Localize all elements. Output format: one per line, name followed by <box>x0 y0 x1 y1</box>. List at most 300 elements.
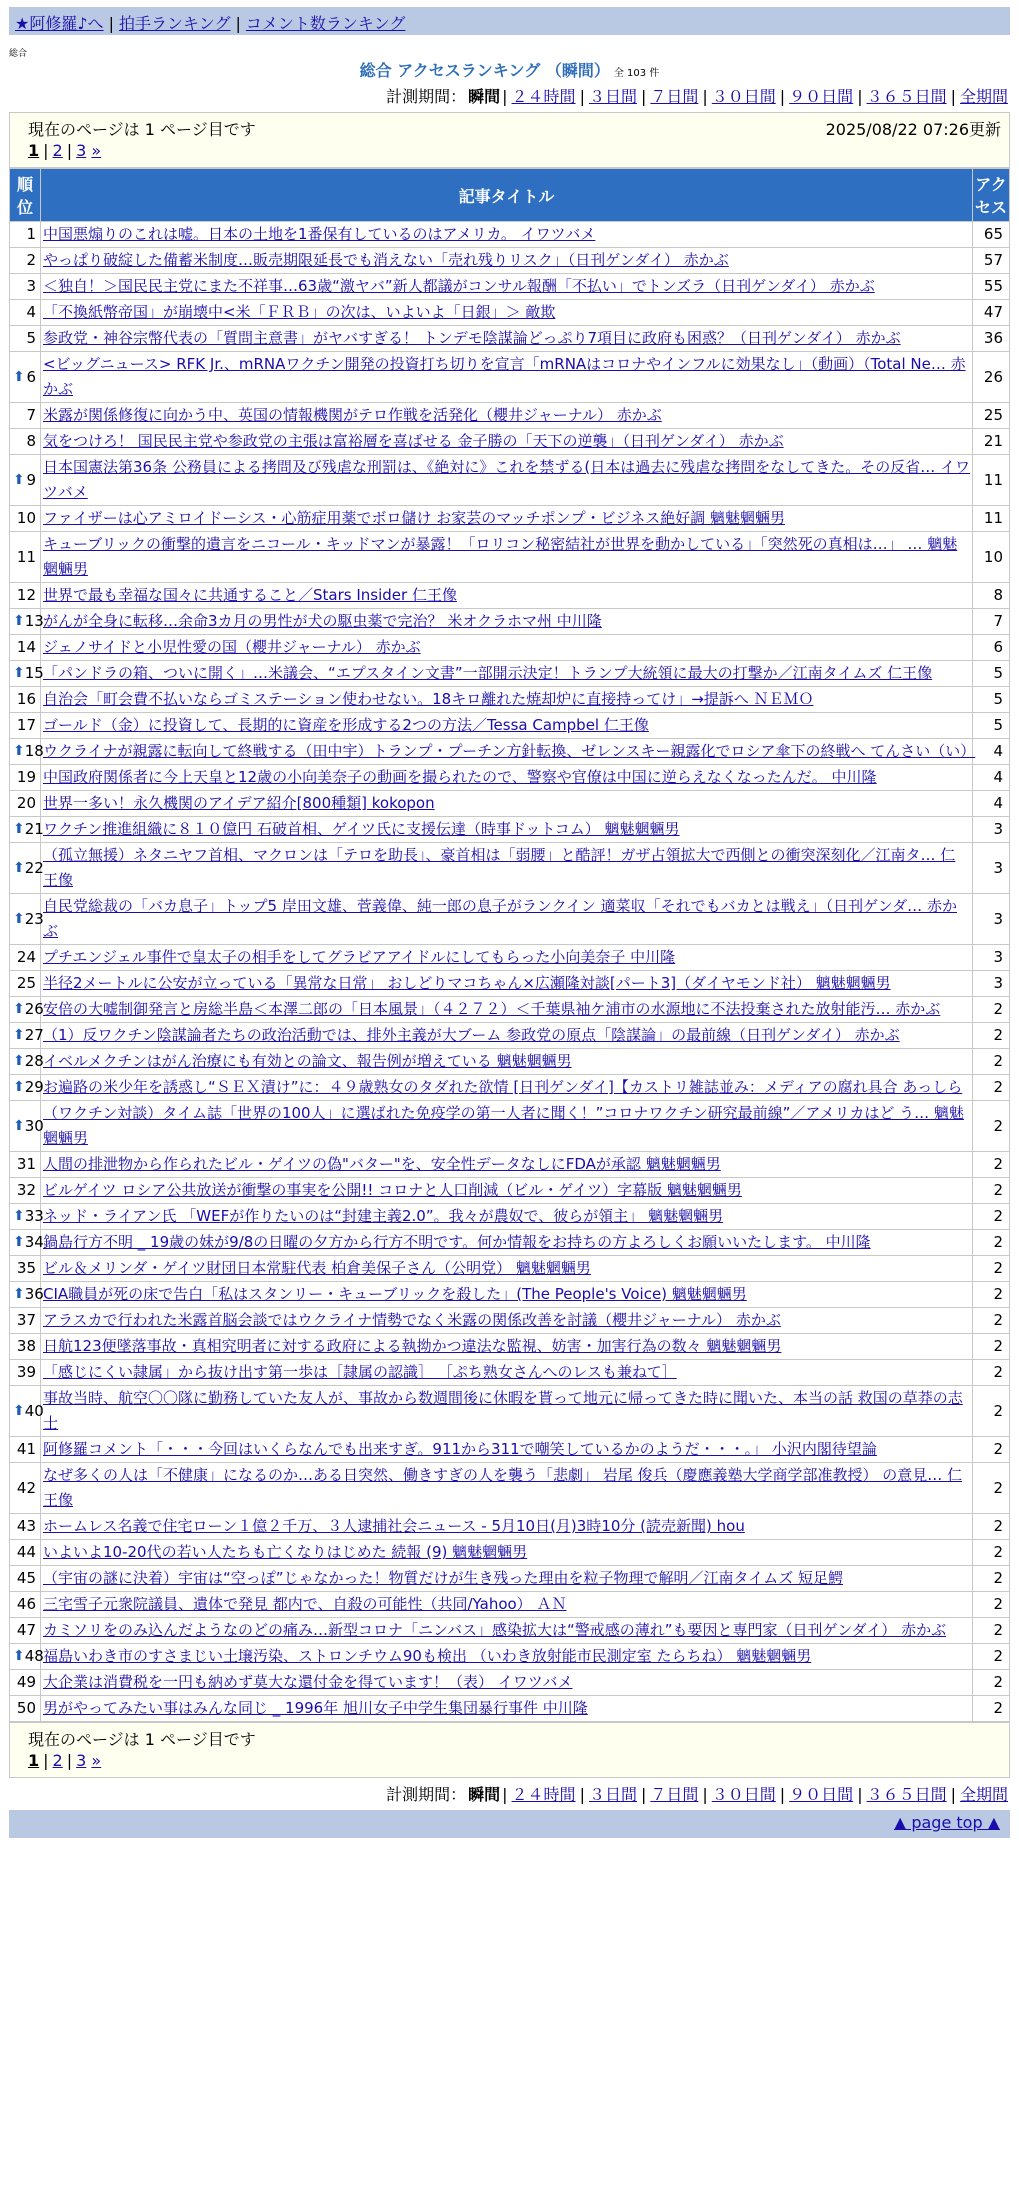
table-row <box>10 1204 1010 1230</box>
article-link[interactable]: 世界一多い！永久機関のアイデア紹介[800種類] kokopon <box>43 794 435 812</box>
access-count: 2 <box>973 1101 1010 1152</box>
title-cell <box>41 222 973 248</box>
table-row <box>10 274 1010 300</box>
table-row <box>10 1178 1010 1204</box>
rank-cell <box>10 635 41 661</box>
page-next-link[interactable]: » <box>91 1751 102 1770</box>
rank-cell <box>10 1023 44 1049</box>
title-cell <box>41 352 973 403</box>
page-current: 1 <box>28 141 40 160</box>
rank-number: 21 <box>24 820 44 838</box>
period-selector-bottom <box>386 1782 1010 1805</box>
rank-cell <box>10 945 41 971</box>
home-link[interactable]: ★阿修羅♪へ <box>15 14 104 33</box>
rank-number: 49 <box>16 1673 36 1691</box>
article-link[interactable]: キューブリックの衝撃的遺言をニコール・キッドマンが暴露！「ロリコン秘密結社が世界を動かしている」「突然死の真相は…」 … 魑魅魍魎男 <box>43 535 958 578</box>
rank-number: 39 <box>16 1363 36 1381</box>
title-cell <box>41 1282 973 1308</box>
article-link[interactable]: 参政党・神谷宗幣代表の「質問主意書」がヤバすぎる！ トンデモ陰謀論どっぷり7項目に政府も困惑？（日刊ゲンダイ） 赤かぶ <box>43 329 901 347</box>
table-row <box>10 1023 1010 1049</box>
article-link[interactable]: いよいよ10-20代の若い人たちも亡くなりはじめた 続報 (9) 魑魅魍魎男 <box>43 1543 528 1561</box>
table-header-row <box>10 169 1010 222</box>
nav-separator: | <box>235 14 241 33</box>
table-row <box>10 300 1010 326</box>
access-count: 10 <box>973 532 1010 583</box>
rank-cell <box>10 506 41 532</box>
article-link[interactable]: ファイザーは心アミロイドーシス・心筋症用薬でボロ儲け お家芸のマッチポンプ・ビジネス絶好調 魑魅魍魎男 <box>43 509 785 527</box>
table-row <box>10 506 1010 532</box>
separator: | <box>857 1785 863 1804</box>
separator: | <box>66 1751 73 1770</box>
rank-number: 23 <box>24 909 44 928</box>
title-cell <box>41 1540 973 1566</box>
access-count: 2 <box>973 1670 1010 1696</box>
separator: | <box>579 1785 585 1804</box>
title-cell <box>41 971 973 997</box>
rank-cell <box>10 1178 41 1204</box>
access-count: 2 <box>973 1592 1010 1618</box>
article-link[interactable]: 日航123便墜落事故・真相究明者に対する政府による執拗かつ違法な監視、妨害・加害行為の数々 魑魅魍魎男 <box>43 1337 782 1355</box>
up-arrow-icon: ⬆ <box>13 1079 25 1095</box>
article-link[interactable]: ワクチン推進組織に８１０億円 石破首相、ゲイツ氏に支援伝達（時事ドットコム） 魑魅魍魎男 <box>43 820 680 838</box>
article-link[interactable]: 福島いわき市のすさまじい土壌汚染、ストロンチウム90も検出 （いわき放射能市民測定室 たらちね） 魑魅魍魎男 <box>43 1647 812 1665</box>
title-cell <box>41 1256 973 1282</box>
rank-number: 6 <box>26 367 36 386</box>
table-row <box>10 222 1010 248</box>
article-link[interactable]: イベルメクチンはがん治療にも有効との論文、報告例が増えている 魑魅魍魎男 <box>43 1052 572 1070</box>
access-count: 26 <box>973 352 1010 403</box>
rank-cell <box>10 687 41 713</box>
period-link-6[interactable]: 全期間 <box>959 1785 1008 1804</box>
article-link[interactable]: ゴールド（金）に投資して、長期的に資産を形成する2つの方法／Tessa Campbel 仁王像 <box>43 716 649 734</box>
rank-number: 31 <box>16 1155 36 1173</box>
title-cell <box>41 1437 973 1463</box>
separator: | <box>640 1785 647 1804</box>
title-cell <box>41 455 973 506</box>
title-cell <box>41 1670 973 1696</box>
page-info-text: 現在のページは 1 ページ目です <box>28 120 256 139</box>
article-link[interactable]: 事故当時、航空〇〇隊に勤務していた友人が、事故から数週間後に休暇を貰って地元に帰ってきた時に聞いた、本当の話 救国の草莽の志士 <box>43 1389 963 1432</box>
access-count: 5 <box>973 661 1010 687</box>
access-count: 2 <box>973 1230 1010 1256</box>
rank-number: 29 <box>24 1078 44 1096</box>
period-link-1[interactable]: ３日間 <box>588 87 637 106</box>
article-link[interactable]: 気をつけろ！ 国民民主党や参政党の主張は富裕層を喜ばせる 金子勝の「天下の逆襲」（日刊ゲンダイ） 赤かぶ <box>43 432 784 450</box>
rank-number: 47 <box>16 1621 36 1639</box>
up-arrow-icon: ⬆ <box>13 613 25 629</box>
rank-number: 9 <box>26 470 36 489</box>
period-label: 計測期間： <box>386 1785 467 1804</box>
page-link-2[interactable]: 2 <box>52 1751 63 1770</box>
article-link[interactable]: プチエンジェル事件で皇太子の相手をしてグラビアアイドルにしてもらった小向美奈子 中川隆 <box>43 948 676 966</box>
title-cell <box>41 1023 973 1049</box>
page-info-text: 現在のページは 1 ページ目です <box>28 1730 256 1749</box>
table-row <box>10 1075 1010 1101</box>
rank-number: 24 <box>16 948 36 966</box>
title-cell <box>41 1178 973 1204</box>
title-cell <box>41 1152 973 1178</box>
article-link[interactable]: がんが全身に転移…余命3カ月の男性が犬の駆虫薬で完治？ 米オクラホマ州 中川隆 <box>43 612 602 630</box>
article-link[interactable]: （ワクチン対談）タイム誌「世界の100人」に選ばれた免疫学の第一人者に聞く！”コロナワクチン研究最前線”／アメリカはど う… 魑魅魍魎男 <box>43 1104 964 1147</box>
table-row <box>10 635 1010 661</box>
rank-cell <box>10 1282 44 1308</box>
table-row <box>10 1256 1010 1282</box>
up-arrow-icon: ⬆ <box>13 859 25 876</box>
access-count: 55 <box>973 274 1010 300</box>
title-cell <box>41 1049 973 1075</box>
article-link[interactable]: 鍋島行方不明 _ 19歳の妹が9/8の日曜の夕方から行方不明です。何か情報をお持ちの方よろしくお願いいたします。 中川隆 <box>43 1233 871 1251</box>
title-cell <box>41 326 973 352</box>
article-link[interactable]: アラスカで行われた米露首脳会談ではウクライナ情勢でなく米露の関係改善を討議（櫻井ジャーナル） 赤かぶ <box>43 1311 781 1329</box>
table-row <box>10 1334 1010 1360</box>
article-link[interactable]: CIA職員が死の床で告白「私はスタンリー・キューブリックを殺した」(The People's Voice) 魑魅魍魎男 <box>43 1285 747 1303</box>
title-cell <box>41 1360 973 1386</box>
separator: | <box>502 87 508 106</box>
table-row <box>10 583 1010 609</box>
article-link[interactable]: （1）反ワクチン陰謀論者たちの政治活動では、排外主義が大ブーム 参政党の原点「陰謀論」の最前線（日刊ゲンダイ） 赤かぶ <box>43 1026 900 1044</box>
table-row <box>10 1514 1010 1540</box>
rank-cell <box>10 997 44 1023</box>
rank-cell <box>10 1514 41 1540</box>
rank-number: 10 <box>16 509 36 527</box>
footer-bar <box>9 1810 1010 1838</box>
article-link[interactable]: お遍路の米少年を誘惑し“ＳＥＸ漬け”に：４９歳熟女のタダれた欲情 [日刊ゲンダイ]【カストリ雑誌並み：メディアの腐れ具合 あっしら <box>43 1078 963 1096</box>
rank-cell <box>10 1204 44 1230</box>
rank-cell <box>10 1592 41 1618</box>
article-link[interactable]: （孤立無援）ネタニヤフ首相、マクロンは「テロを助長」、豪首相は「弱腰」と酷評！ガザ占領拡大で西側との衝突深刻化／江南タ… 仁王像 <box>43 846 956 889</box>
rank-number: 45 <box>16 1569 36 1587</box>
title-cell <box>41 997 973 1023</box>
period-link-5[interactable]: ３６５日間 <box>866 87 947 106</box>
rank-number: 20 <box>16 794 36 812</box>
rank-cell <box>10 765 41 791</box>
rank-cell <box>10 1386 44 1437</box>
period-link-6[interactable]: 全期間 <box>959 87 1008 106</box>
rank-cell <box>10 971 41 997</box>
access-count: 3 <box>973 971 1010 997</box>
access-count: 11 <box>973 506 1010 532</box>
rank-number: 13 <box>24 612 44 630</box>
rank-number: 14 <box>16 638 36 656</box>
access-count: 36 <box>973 326 1010 352</box>
rank-cell <box>10 1618 41 1644</box>
access-count: 4 <box>973 765 1010 791</box>
rank-number: 1 <box>26 225 36 243</box>
article-link[interactable]: 男がやってみたい事はみんな同じ _ 1996年 旭川女子中学生集団暴行事件 中川隆 <box>43 1699 588 1717</box>
title-cell <box>41 1566 973 1592</box>
up-arrow-icon: ⬆ <box>13 1053 25 1069</box>
rank-cell <box>10 1644 44 1670</box>
rank-cell <box>10 403 41 429</box>
article-link[interactable]: 世界で最も幸福な国々に共通すること／Stars Insider 仁王像 <box>43 586 457 604</box>
table-row <box>10 997 1010 1023</box>
table-row <box>10 713 1010 739</box>
period-link-0[interactable]: ２４時間 <box>511 87 576 106</box>
separator: | <box>66 141 73 160</box>
updated-timestamp: 2025/08/22 07:26更新 <box>825 120 1001 139</box>
article-link[interactable]: 米露が関係修復に向かう中、英国の情報機関がテロ作戦を活発化（櫻井ジャーナル） 赤かぶ <box>43 406 662 424</box>
separator: | <box>702 1785 708 1804</box>
access-count: 5 <box>973 713 1010 739</box>
access-count: 25 <box>973 403 1010 429</box>
article-link[interactable]: ビル＆メリンダ・ゲイツ財団日本常駐代表 柏倉美保子さん（公明党） 魑魅魍魎男 <box>43 1259 591 1277</box>
title-cell <box>41 248 973 274</box>
up-arrow-icon: ⬆ <box>13 910 25 927</box>
up-arrow-icon: ⬆ <box>13 743 25 759</box>
separator: | <box>857 87 863 106</box>
table-row <box>10 1386 1010 1437</box>
rank-number: 44 <box>16 1543 36 1561</box>
article-link[interactable]: 自治会「町会費不払いならゴミステーション使わせない。18キロ離れた焼却炉に直接持ってけ」→提訴へ ＮＥＭＯ <box>43 690 814 708</box>
access-count: 2 <box>973 1360 1010 1386</box>
rank-cell <box>10 894 44 945</box>
access-count: 21 <box>973 429 1010 455</box>
access-count: 47 <box>973 300 1010 326</box>
title-cell <box>41 609 973 635</box>
rank-cell <box>10 1437 41 1463</box>
rank-number: 2 <box>26 251 36 269</box>
rank-cell <box>10 352 41 403</box>
title-cell <box>41 1592 973 1618</box>
comment-ranking-link[interactable]: コメント数ランキング <box>245 14 406 33</box>
table-row <box>10 1644 1010 1670</box>
access-count: 2 <box>973 1152 1010 1178</box>
rank-number: 46 <box>16 1595 36 1613</box>
table-row <box>10 791 1010 817</box>
column-header-title: 記事タイトル <box>41 169 973 222</box>
period-link-4[interactable]: ９０日間 <box>789 87 854 106</box>
page-info-bottom <box>9 1722 1010 1778</box>
up-arrow-icon: ⬆ <box>13 1027 25 1043</box>
article-link[interactable]: 自民党総裁の「バカ息子」トップ5 岸田文雄、菅義偉、純一郎の息子がランクイン 適菜収「それでもバカとは戦え」（日刊ゲンダ… 赤かぶ <box>43 897 957 940</box>
access-count: 2 <box>973 1386 1010 1437</box>
column-header-access: アクセス <box>973 169 1010 222</box>
table-row <box>10 248 1010 274</box>
article-link[interactable]: 安倍の大嘘制御発言と房総半島＜本澤二郎の「日本風景」（４２７２）＜千葉県袖ケ浦市の水源地に不法投棄された放射能汚… 赤かぶ <box>43 1000 941 1018</box>
rank-number: 25 <box>16 974 36 992</box>
access-count: 3 <box>973 843 1010 894</box>
rank-cell <box>10 1360 41 1386</box>
article-link[interactable]: 半径2メートルに公安が立っている「異常な日常」 おしどりマコちゃん×広瀬隆対談[パート3]（ダイヤモンド社） 魑魅魍魎男 <box>43 974 891 992</box>
rank-number: 11 <box>16 547 36 566</box>
rank-cell <box>10 739 44 765</box>
rank-cell <box>10 609 44 635</box>
article-link[interactable]: 中国悪煽りのこれは嘘。日本の土地を1番保有しているのはアメリカ。 イワツバメ <box>43 225 596 243</box>
rank-number: 50 <box>16 1699 36 1717</box>
rank-cell <box>10 455 41 506</box>
table-row <box>10 532 1010 583</box>
article-link[interactable]: ジェノサイドと小児性愛の国（櫻井ジャーナル） 赤かぶ <box>43 638 421 656</box>
article-link[interactable]: 大企業は消費税を一円も納めず莫大な還付金を得ています！（表） イワツバメ <box>43 1673 573 1691</box>
article-link[interactable]: 日本国憲法第36条 公務員による拷問及び残虐な刑罰は、《絶対に》これを禁ずる(日本は過去に残虐な拷問をなしてきた。その反省… イワツバメ <box>43 458 970 501</box>
period-selector-top <box>386 84 1010 107</box>
period-link-1[interactable]: ３日間 <box>588 1785 637 1804</box>
rank-cell <box>10 1566 41 1592</box>
title-cell <box>41 687 973 713</box>
rank-cell <box>10 1075 44 1101</box>
article-link[interactable]: （宇宙の謎に決着）宇宙は“空っぽ”じゃなかった！物質だけが生き残った理由を粒子物理で解明／江南タイムズ 短足鰐 <box>43 1569 844 1587</box>
rank-number: 36 <box>24 1285 44 1303</box>
article-link[interactable]: 「不換紙幣帝国」が崩壊中<米「ＦＲＢ」の次は、いよいよ「日銀」＞ 敵欺 <box>43 303 556 321</box>
article-link[interactable]: 阿修羅コメント「・・・今回はいくらなんでも出来すぎ。911から311で嘲笑しているかのようだ・・・。」 小沢内閣待望論 <box>43 1440 877 1458</box>
article-link[interactable]: カミソリをのみ込んだようなのどの痛み…新型コロナ「ニンバス」感染拡大は“警戒感の薄れ”も要因と専門家（日刊ゲンダイ） 赤かぶ <box>43 1621 947 1639</box>
title-cell <box>41 843 973 894</box>
table-row <box>10 1101 1010 1152</box>
title-cell <box>41 791 973 817</box>
rank-cell <box>10 1334 41 1360</box>
rank-number: 43 <box>16 1517 36 1535</box>
table-row <box>10 1437 1010 1463</box>
rank-cell <box>10 1670 41 1696</box>
table-row <box>10 1360 1010 1386</box>
rank-cell <box>10 1230 44 1256</box>
rank-number: 34 <box>24 1233 44 1251</box>
rank-cell <box>10 843 44 894</box>
table-row <box>10 1670 1010 1696</box>
table-row <box>10 894 1010 945</box>
table-row <box>10 1152 1010 1178</box>
table-row <box>10 1308 1010 1334</box>
article-link[interactable]: 中国政府関係者に今上天皇と12歳の小向美奈子の動画を撮られたので、警察や官僚は中国に逆らえなくなったんだ。 中川隆 <box>43 768 877 786</box>
rank-cell <box>10 326 41 352</box>
up-arrow-icon: ⬆ <box>13 1001 25 1017</box>
rank-number: 12 <box>16 586 36 604</box>
period-current: 瞬間 <box>468 87 501 106</box>
access-count: 2 <box>973 1282 1010 1308</box>
period-link-2[interactable]: ７日間 <box>650 87 699 106</box>
access-count: 2 <box>973 1204 1010 1230</box>
rank-number: 22 <box>24 858 44 877</box>
up-arrow-icon: ⬆ <box>13 1648 25 1664</box>
table-row <box>10 817 1010 843</box>
access-count: 2 <box>973 997 1010 1023</box>
access-count: 2 <box>973 1023 1010 1049</box>
article-link[interactable]: ウクライナが親露に転向して終戦する（田中宇）トランプ・プーチン方針転換、ゼレンスキー親露化でロシア傘下の終戦へ てんさい（い） <box>43 742 976 760</box>
title-cell <box>41 1101 973 1152</box>
article-link[interactable]: ネッド・ライアン氏 「WEFが作りたいのは“封建主義2.0”。我々が農奴で、彼らが領主」 魑魅魍魎男 <box>43 1207 724 1225</box>
separator: | <box>43 141 49 160</box>
title-cell <box>41 739 976 765</box>
table-row <box>10 403 1010 429</box>
rank-cell <box>10 1101 44 1152</box>
title-cell <box>41 583 973 609</box>
article-link[interactable]: <ビッグニュース> RFK Jr.、mRNAワクチン開発の投資打ち切りを宣言「mRNAはコロナやインフルに効果なし」（動画）（Total Ne… 赤かぶ <box>43 355 966 398</box>
rank-cell <box>10 661 44 687</box>
rank-number: 41 <box>16 1440 36 1458</box>
page-current: 1 <box>28 1751 40 1770</box>
separator: | <box>502 1785 508 1804</box>
title-cell <box>41 1618 973 1644</box>
title-cell <box>41 817 973 843</box>
top-nav-bar <box>9 7 1010 35</box>
separator: | <box>579 87 585 106</box>
article-link[interactable]: なぜ多くの人は「不健康」になるのか…ある日突然、働きすぎの人を襲う「悲劇」 岩尾 俊兵（慶應義塾大学商学部准教授） の意見… 仁王像 <box>43 1466 963 1509</box>
access-count: 3 <box>973 894 1010 945</box>
period-link-4[interactable]: ９０日間 <box>789 1785 854 1804</box>
rank-number: 8 <box>26 432 36 450</box>
page-next-link[interactable]: » <box>91 141 102 160</box>
article-link[interactable]: ホームレス名義で住宅ローン１億２千万、３人逮捕社会ニュース - 5月10日(月)3時10分 (読売新聞) hou <box>43 1517 745 1535</box>
access-count: 2 <box>973 1644 1010 1670</box>
table-row <box>10 1049 1010 1075</box>
rank-number: 5 <box>26 329 36 347</box>
page-link-3[interactable]: 3 <box>76 1751 87 1770</box>
rank-number: 38 <box>16 1337 36 1355</box>
separator: | <box>779 87 786 106</box>
up-arrow-icon: ⬆ <box>13 1402 25 1419</box>
up-arrow-icon: ⬆ <box>13 1208 25 1224</box>
title-cell <box>41 635 973 661</box>
separator: | <box>779 1785 786 1804</box>
rank-cell <box>10 1049 44 1075</box>
page-top-link[interactable]: ▲ page top ▲ <box>893 1813 1000 1832</box>
article-link[interactable]: 「感じにくい隷属」から抜け出す第一歩は［隷属の認識］ ［ぷち熟女さんへのレスも兼ねて］ <box>43 1363 677 1381</box>
access-count: 2 <box>973 1178 1010 1204</box>
rank-cell <box>10 713 41 739</box>
page-link-3[interactable]: 3 <box>76 141 87 160</box>
page-link-2[interactable]: 2 <box>52 141 63 160</box>
applause-ranking-link[interactable]: 拍手ランキング <box>118 14 231 33</box>
title-cell <box>41 1230 973 1256</box>
table-row <box>10 945 1010 971</box>
rank-number: 19 <box>16 768 36 786</box>
rank-cell <box>10 583 41 609</box>
table-row <box>10 1540 1010 1566</box>
period-link-2[interactable]: ７日間 <box>650 1785 699 1804</box>
table-row <box>10 843 1010 894</box>
access-count: 2 <box>973 1075 1010 1101</box>
access-count: 2 <box>973 1540 1010 1566</box>
column-header-rank: 順位 <box>10 169 41 222</box>
title-cell <box>41 1075 973 1101</box>
article-link[interactable]: ビルゲイツ ロシア公共放送が衝撃の事実を公開!! コロナと人口削減（ビル・ゲイツ）字幕版 魑魅魍魎男 <box>43 1181 742 1199</box>
table-row <box>10 1463 1010 1514</box>
title-cell <box>41 661 973 687</box>
period-link-0[interactable]: ２４時間 <box>511 1785 576 1804</box>
title-cell <box>41 532 973 583</box>
table-row <box>10 687 1010 713</box>
access-count: 3 <box>973 817 1010 843</box>
rank-cell <box>10 429 41 455</box>
access-count: 4 <box>973 739 1010 765</box>
article-link[interactable]: ＜独自！＞国民民主党にまた不祥事…63歳“激ヤバ”新人都議がコンサル報酬「不払い」でトンズラ（日刊ゲンダイ） 赤かぶ <box>43 277 875 295</box>
rank-cell <box>10 248 41 274</box>
rank-number: 17 <box>16 716 36 734</box>
article-link[interactable]: 三宅雪子元衆院議員、遺体で発見 都内で、自殺の可能性（共同/Yahoo） ＡＮ <box>43 1595 567 1613</box>
page-title-text: 総合 アクセスランキング （瞬間） <box>359 61 610 80</box>
article-link[interactable]: 人間の排泄物から作られたビル・ゲイツの偽"バター"を、安全性データなしにFDAが承認 魑魅魍魎男 <box>43 1155 721 1173</box>
article-link[interactable]: やっぱり破綻した備蓄米制度…販売期限延長でも消えない「売れ残りリスク」（日刊ゲンダイ） 赤かぶ <box>43 251 729 269</box>
access-count: 3 <box>973 945 1010 971</box>
article-link[interactable]: 「パンドラの箱、ついに開く」…米議会、“エプスタイン文書”一部開示決定！トランプ大統領に最大の打撃か／江南タイムズ 仁王像 <box>43 664 933 682</box>
rank-cell <box>10 222 41 248</box>
access-count: 4 <box>973 791 1010 817</box>
rank-number: 7 <box>26 406 36 424</box>
table-row <box>10 326 1010 352</box>
access-count: 2 <box>973 1334 1010 1360</box>
access-count: 2 <box>973 1049 1010 1075</box>
access-count: 2 <box>973 1696 1010 1722</box>
rank-number: 42 <box>16 1478 36 1497</box>
up-arrow-icon: ⬆ <box>13 1234 25 1250</box>
period-link-5[interactable]: ３６５日間 <box>866 1785 947 1804</box>
access-count: 11 <box>973 455 1010 506</box>
separator: | <box>702 87 708 106</box>
access-count: 57 <box>973 248 1010 274</box>
period-link-3[interactable]: ３０日間 <box>711 87 776 106</box>
period-link-3[interactable]: ３０日間 <box>711 1785 776 1804</box>
title-cell <box>41 300 973 326</box>
